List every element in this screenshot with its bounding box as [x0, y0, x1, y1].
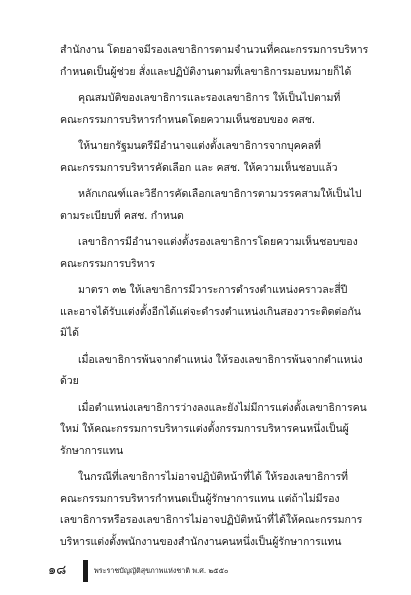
- body-line: เมื่อตำแหน่งเลขาธิการว่างลงและยังไม่มีการแต่งตั้งเลขาธิการคน: [78, 401, 367, 414]
- body-line: กำหนดเป็นผู้ช่วย สั่งและปฏิบัติงานตามที่เลขาธิการมอบหมายก็ได้: [60, 65, 352, 78]
- body-line: มิได้: [60, 327, 79, 339]
- body-line: ตามระเบียบที่ คสช. กำหนด: [60, 209, 184, 222]
- body-line: คุณสมบัติของเลขาธิการและรองเลขาธิการ ให้เป็นไปตามที่: [78, 92, 341, 104]
- body-line: ในกรณีที่เลขาธิการไม่อาจปฏิบัติหน้าที่ได้ ให้รองเลขาธิการที่: [78, 471, 348, 483]
- body-line: คณะกรรมการบริหารกำหนดเป็นผู้รักษาการแทน แต่ถ้าไม่มีรอง: [60, 492, 340, 505]
- body-line: ใหม่ ให้คณะกรรมการบริหารแต่งตั้งกรรมการบริหารคนหนึ่งเป็นผู้: [60, 423, 349, 435]
- body-line: บริหารแต่งตั้งพนักงานของสำนักงานคนหนึ่งเป็นผู้รักษาการแทน: [60, 535, 342, 548]
- section-heading-line: มาตรา ๓๒ ให้เลขาธิการมีวาระการดำรงตำแหน่งคราวละสี่ปี: [78, 284, 348, 296]
- body-line: ให้นายกรัฐมนตรีมีอำนาจแต่งตั้งเลขาธิการจากบุคคลที่: [78, 140, 321, 152]
- body-line: สำนักงาน โดยอาจมีรองเลขาธิการตามจำนวนที่คณะกรรมการบริหาร: [60, 44, 369, 56]
- body-line: คณะกรรมการบริหาร: [60, 257, 155, 270]
- page-footer: [48, 560, 368, 582]
- body-line: หลักเกณฑ์และวิธีการคัดเลือกเลขาธิการตามวรรคสามให้เป็นไป: [78, 188, 362, 200]
- body-line: คณะกรรมการบริหารคัดเลือก และ คสช. ให้ความเห็นชอบแล้ว: [60, 161, 338, 174]
- body-line: เลขาธิการหรือรองเลขาธิการไม่อาจปฏิบัติหน้าที่ได้ให้คณะกรรมการ: [60, 514, 363, 526]
- body-line: ด้วย: [60, 375, 79, 387]
- body-line: เมื่อเลขาธิการพ้นจากตำแหน่ง ให้รองเลขาธิการพ้นจากตำแหน่ง: [78, 353, 363, 366]
- footer-document-title: พระราชบัญญัติสุขภาพแห่งชาติ พ.ศ. ๒๕๕๐: [94, 566, 229, 575]
- body-line: คณะกรรมการบริหารกำหนดโดยความเห็นชอบของ คสช.: [60, 113, 316, 126]
- page-number: ๑๘: [48, 563, 67, 578]
- body-line: และอาจได้รับแต่งตั้งอีกได้แต่จะดำรงตำแหน่งเกินสองวาระติดต่อกัน: [60, 305, 361, 318]
- body-line: เลขาธิการมีอำนาจแต่งตั้งรองเลขาธิการโดยความเห็นชอบของ: [78, 236, 358, 248]
- body-line: รักษาการแทน: [60, 444, 124, 457]
- footer-divider-bar: [83, 560, 88, 582]
